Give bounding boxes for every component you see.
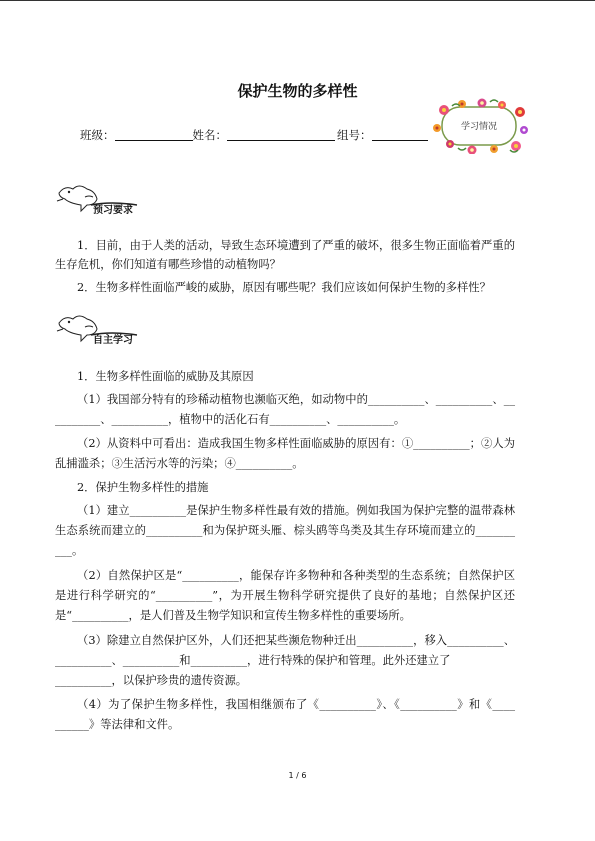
page-title: 保护生物的多样性 [237, 82, 358, 100]
body-line-3: ________、__________，植物中的活化石有__________、__________。 [55, 413, 406, 426]
name-label: 姓名： [192, 128, 227, 142]
body-line-11: 是进行科学研究的“__________”，为开展生物科学研究提供了良好的基地；自然保护区还 [55, 589, 515, 602]
body-line-10: （2）自然保护区是“__________，能保存许多物种和各种类型的生态系统；自然保护区 [77, 569, 515, 582]
group-label: 组号： [337, 128, 372, 142]
preview-section-header [55, 183, 155, 219]
study-status-badge [432, 98, 530, 154]
body-line-16: （4）为了保护生物多样性，我国相继颁布了《__________》、《__________》和《____ [77, 698, 515, 711]
preview-para-2: 2．生物多样性面临严峻的威胁，原因有哪些呢？我们应该如何保护生物的多样性？ [77, 281, 491, 294]
body-line-2: （1）我国部分特有的珍稀动植物也濒临灭绝，如动物中的__________、__________、__ [77, 393, 515, 406]
body-line-9: ___。 [55, 544, 84, 557]
body-line-15: __________，以保护珍贵的遗传资源。 [55, 674, 248, 687]
page-number: 1 / 6 [288, 771, 307, 780]
self-study-section-label: 自主学习 [93, 335, 133, 346]
body-line-8: 生态系统而建立的__________和为保护斑头雁、棕头鸥等鸟类及其生存环境而建立的_______ [55, 524, 515, 537]
group-blank[interactable] [372, 128, 428, 141]
class-blank[interactable] [115, 128, 193, 141]
name-blank[interactable] [227, 128, 335, 141]
student-info-row [80, 127, 428, 143]
body-line-1: 1．生物多样性面临的威胁及其原因 [77, 370, 254, 383]
body-line-4: （2）从资料中可看出：造成我国生物多样性面临威胁的原因有：①__________；②人为 [77, 437, 515, 450]
body-line-17: ______》等法律和文件。 [55, 718, 180, 731]
class-label: 班级： [80, 128, 115, 142]
body-line-7: （1）建立__________是保护生物多样性最有效的措施。例如我国为保护完整的温带森林 [77, 504, 515, 517]
preview-para-1a: 1．目前，由于人类的活动，导致生态环境遭到了严重的破坏，很多生物正面临着严重的 [77, 239, 515, 252]
badge-label: 学习情况 [460, 122, 498, 132]
flower-frame-icon [432, 98, 530, 154]
preview-para-1b: 生存危机，你们知道有哪些珍惜的动植物吗？ [55, 258, 281, 271]
body-line-6: 2．保护生物多样性的措施 [77, 481, 209, 494]
self-study-section-header [55, 313, 155, 349]
body-line-5: 乱捕滥杀；③生活污水等的污染；④__________。 [55, 457, 304, 470]
body-line-12: 是“__________，是人们普及生物学知识和宣传生物多样性的重要场所。 [55, 609, 411, 622]
preview-section-label: 预习要求 [93, 205, 133, 216]
body-line-14: __________、__________和__________，进行特殊的保护和管理。此外还建立了 [55, 654, 451, 667]
body-line-13: （3）除建立自然保护区外，人们还把某些濒危物种迁出__________，移入__________、 [77, 634, 515, 647]
bird-doodle-icon [55, 313, 155, 349]
top-rule [0, 0, 595, 1]
bird-doodle-icon [55, 183, 155, 219]
